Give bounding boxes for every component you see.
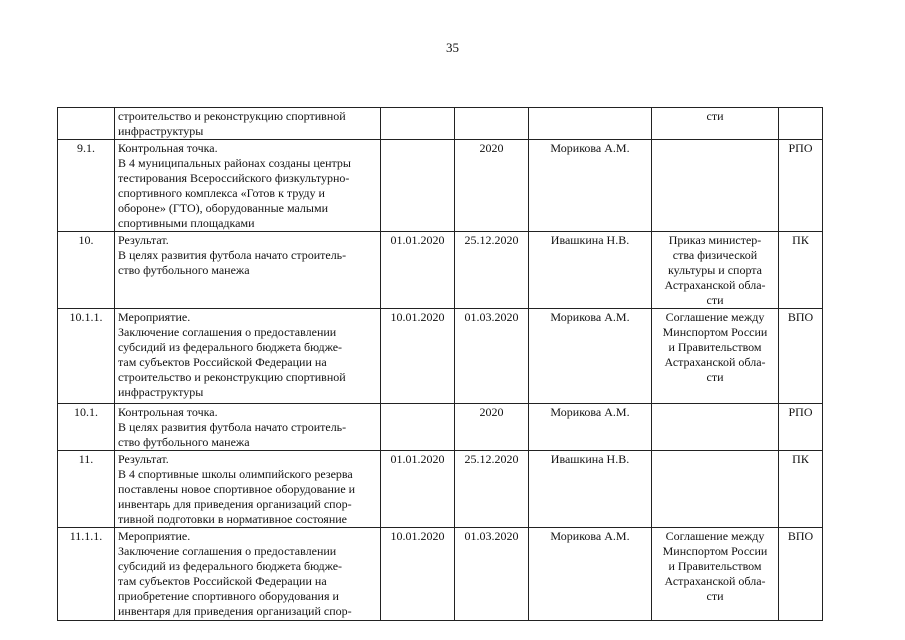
- table-row: [58, 232, 823, 309]
- item-description-cell-line: строительство и реконструкцию спортивной: [118, 109, 346, 123]
- start-date-cell: 01.01.2020: [381, 232, 455, 309]
- document-cell: [652, 108, 779, 140]
- item-description-cell-line: спортивными площадками: [118, 216, 255, 230]
- item-description-cell: [115, 140, 381, 232]
- item-description-cell-line: Мероприятие.: [118, 310, 191, 324]
- document-cell-line: ства физической: [672, 248, 758, 262]
- responsible-cell: Морикова А.М.: [529, 528, 652, 621]
- item-description-cell: [115, 404, 381, 451]
- item-number-cell: 10.1.: [58, 404, 115, 451]
- responsible-cell: Морикова А.М.: [529, 309, 652, 404]
- type-code-cell: РПО: [779, 404, 823, 451]
- end-date-cell: 25.12.2020: [455, 232, 529, 309]
- table-row: [58, 404, 823, 451]
- document-cell-line: Соглашение между: [665, 310, 765, 324]
- item-description-cell-line: Контрольная точка.: [118, 141, 218, 155]
- responsible-cell: Ивашкина Н.В.: [529, 232, 652, 309]
- type-code-cell: ВПО: [779, 309, 823, 404]
- type-code-cell: РПО: [779, 140, 823, 232]
- document-cell: [652, 528, 779, 621]
- document-cell: [652, 404, 779, 451]
- item-number-cell: 10.: [58, 232, 115, 309]
- item-description-cell: [115, 108, 381, 140]
- end-date-cell: 01.03.2020: [455, 528, 529, 621]
- item-description-cell-line: строительство и реконструкцию спортивной: [118, 370, 346, 384]
- type-code-cell: [779, 108, 823, 140]
- item-description-cell-line: там субъектов Российской Федерации на: [118, 355, 327, 369]
- responsible-cell: Морикова А.М.: [529, 140, 652, 232]
- table-row: [58, 309, 823, 404]
- item-description-cell-line: субсидий из федерального бюджета бюдже-: [118, 559, 343, 573]
- document-cell: [652, 232, 779, 309]
- document-cell-line: Приказ министер-: [668, 233, 762, 247]
- start-date-cell: [381, 404, 455, 451]
- document-cell-line: Астраханской обла-: [664, 574, 766, 588]
- table-row: [58, 140, 823, 232]
- page-number: 35: [446, 40, 459, 55]
- item-description-cell-line: Результат.: [118, 233, 169, 247]
- item-description-cell-line: ство футбольного манежа: [118, 263, 250, 277]
- item-description-cell-line: тивной подготовки в нормативное состояние: [118, 512, 347, 526]
- type-code-cell: ПК: [779, 451, 823, 528]
- responsible-cell: Ивашкина Н.В.: [529, 451, 652, 528]
- item-description-cell: [115, 232, 381, 309]
- type-code-cell: ПК: [779, 232, 823, 309]
- item-description-cell-line: Заключение соглашения о предоставлении: [118, 325, 337, 339]
- item-description-cell-line: ство футбольного манежа: [118, 435, 250, 449]
- end-date-cell: [455, 108, 529, 140]
- item-description-cell-line: инфраструктуры: [118, 385, 204, 399]
- item-description-cell-line: В 4 спортивные школы олимпийского резерва: [118, 467, 353, 481]
- document-cell-line: Астраханской обла-: [664, 278, 766, 292]
- start-date-cell: 10.01.2020: [381, 528, 455, 621]
- end-date-cell: 2020: [455, 140, 529, 232]
- document-cell-line: Соглашение между: [665, 529, 765, 543]
- item-description-cell-line: инвентарь для приведения организаций спор-: [118, 497, 352, 511]
- end-date-cell: 01.03.2020: [455, 309, 529, 404]
- item-description-cell-line: инфраструктуры: [118, 124, 204, 138]
- item-description-cell: [115, 451, 381, 528]
- start-date-cell: [381, 108, 455, 140]
- end-date-cell: 2020: [455, 404, 529, 451]
- item-description-cell-line: Результат.: [118, 452, 169, 466]
- document-cell-line: культуры и спорта: [667, 263, 762, 277]
- document-cell-line: и Правительством: [668, 559, 762, 573]
- item-description-cell-line: В целях развития футбола начато строитель-: [118, 420, 347, 434]
- responsible-cell: Морикова А.М.: [529, 404, 652, 451]
- item-description-cell-line: субсидий из федерального бюджета бюдже-: [118, 340, 343, 354]
- document-cell: [652, 309, 779, 404]
- item-description-cell-line: там субъектов Российской Федерации на: [118, 574, 327, 588]
- start-date-cell: 01.01.2020: [381, 451, 455, 528]
- document-cell-line: сти: [706, 293, 724, 307]
- item-number-cell: 11.1.1.: [58, 528, 115, 621]
- item-number-cell: 10.1.1.: [58, 309, 115, 404]
- responsible-cell: [529, 108, 652, 140]
- item-number-cell: 9.1.: [58, 140, 115, 232]
- table-row: [58, 451, 823, 528]
- type-code-cell: ВПО: [779, 528, 823, 621]
- document-cell: [652, 451, 779, 528]
- item-description-cell-line: обороне» (ГТО), оборудованные малыми: [118, 201, 328, 215]
- table-row: [58, 108, 823, 140]
- plan-table: [57, 107, 823, 621]
- item-description-cell-line: поставлены новое спортивное оборудование и: [118, 482, 356, 496]
- item-description-cell-line: Контрольная точка.: [118, 405, 218, 419]
- item-description-cell-line: спортивного комплекса «Готов к труду и: [118, 186, 325, 200]
- item-number-cell: 11.: [58, 451, 115, 528]
- start-date-cell: 10.01.2020: [381, 309, 455, 404]
- item-description-cell-line: тестирования Всероссийского физкультурно-: [118, 171, 350, 185]
- document-cell-line: Минспортом России: [662, 325, 768, 339]
- document-cell-line: Минспортом России: [662, 544, 768, 558]
- item-description-cell-line: В 4 муниципальных районах созданы центры: [118, 156, 351, 170]
- document-cell: [652, 140, 779, 232]
- document-cell-line: Астраханской обла-: [664, 355, 766, 369]
- item-description-cell-line: Заключение соглашения о предоставлении: [118, 544, 337, 558]
- document-cell-line: сти: [706, 589, 724, 603]
- start-date-cell: [381, 140, 455, 232]
- item-description-cell-line: приобретение спортивного оборудования и: [118, 589, 339, 603]
- item-description-cell: [115, 528, 381, 621]
- document-cell-line: сти: [706, 370, 724, 384]
- item-description-cell-line: Мероприятие.: [118, 529, 191, 543]
- item-description-cell: [115, 309, 381, 404]
- end-date-cell: 25.12.2020: [455, 451, 529, 528]
- item-number-cell: [58, 108, 115, 140]
- item-description-cell-line: инвентаря для приведения организаций спор-: [118, 604, 352, 618]
- table-row: [58, 528, 823, 621]
- item-description-cell-line: В целях развития футбола начато строитель-: [118, 248, 347, 262]
- document-cell-line: сти: [706, 109, 724, 123]
- document-cell-line: и Правительством: [668, 340, 762, 354]
